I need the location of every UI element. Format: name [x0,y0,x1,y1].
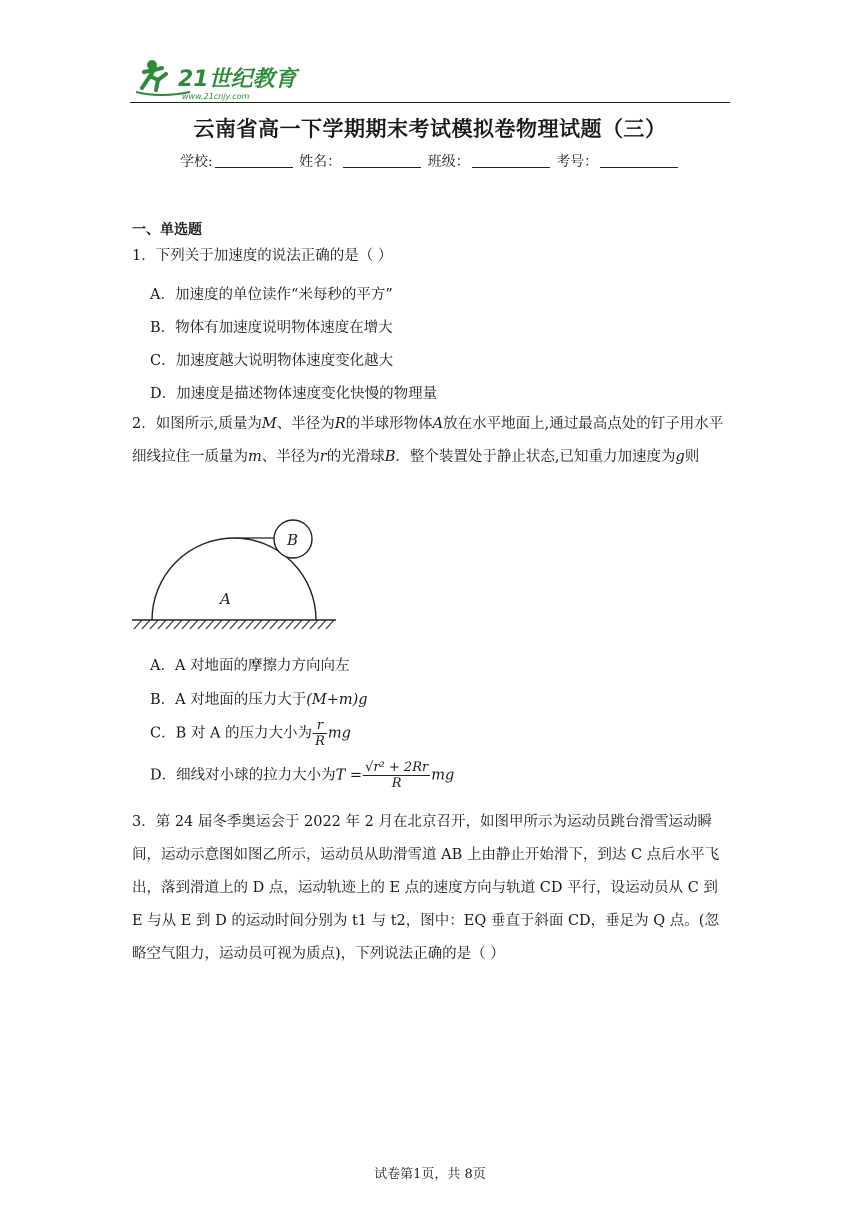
school-blank[interactable] [215,167,293,168]
q2-stem: 2．如图所示,质量为M、半径为R的半球形物体A放在水平地面上,通过最高点处的钉子用水平细线拉住一质量为m、半径为r的光滑球B．整个装置处于静止状态,已知重力加速度为g则 [132,416,724,465]
fraction-r-over-r: $\frac{r}{R}$ [315,718,325,749]
q1-option-c: C．加速度越大说明物体速度变化越大 [150,353,394,369]
page-footer: 试卷第1页，共 8页 [374,1167,486,1182]
q3-stem: 3．第 24 届冬季奥运会于 2022 年 2 月在北京召开，如图甲所示为运动员跳台滑雪运动瞬间，运动示意图如图乙所示，运动员从助滑雪道 AB 上由静止开始滑下，到达 C 点后水平飞出，落到滑道上的 D 点，运动轨迹上的 E 点的速度方向与轨道 CD 平行，设运动员从 C 到 E 与从 E 到 D 的运动时间分别为 t1 与 t2，图中：EQ 垂直于斜面 CD，垂足为 Q 点。(忽略空气阻力，运动员可视为质点)，下列说法正确的是（ ） [132,814,720,962]
q2-option-b: B．A 对地面的压力大于(M+m)g [150,692,368,708]
q1-option-b: B．物体有加速度说明物体速度在增大 [150,320,393,336]
section-title: 一、单选题 [132,222,202,238]
class-blank[interactable] [472,167,550,168]
name-label: 姓名： [299,154,342,170]
fraction-tension: $\frac{\text{√r² + 2Rr}}{R}$ [365,760,429,791]
q2-option-d: D．细线对小球的拉力大小为T = $\frac{\text{√r² + 2Rr}}{R}$ mg [150,760,455,791]
q1-option-d: D．加速度是描述物体速度变化快慢的物理量 [150,386,438,402]
info-fields [180,151,680,171]
label-b: B [287,531,299,549]
page-header [130,48,730,103]
name-blank[interactable] [343,167,421,168]
label-a: A [220,590,231,608]
logo-url: www.21cnjy.com [182,92,250,101]
q2-option-c: C．B 对 A 的压力大小为 $\frac{r}{R}$ mg [150,718,351,749]
exam-no-label: 考号： [556,154,599,170]
school-label: 学校: [180,154,213,170]
page-title: 云南省高一下学期期末考试模拟卷物理试题（三） [193,116,667,141]
q1-option-a: A．加速度的单位读作“米每秒的平方” [150,287,393,303]
class-label: 班级： [427,154,470,170]
header-rule [130,102,730,103]
logo-text: 21世纪教育 [178,67,297,92]
q2-option-a: A．A 对地面的摩擦力方向向左 [150,658,350,674]
q1-stem: 1．下列关于加速度的说法正确的是（ ） [132,248,393,264]
hemisphere-figure [128,516,343,636]
exam-no-blank[interactable] [600,167,678,168]
logo-icon [130,48,310,103]
